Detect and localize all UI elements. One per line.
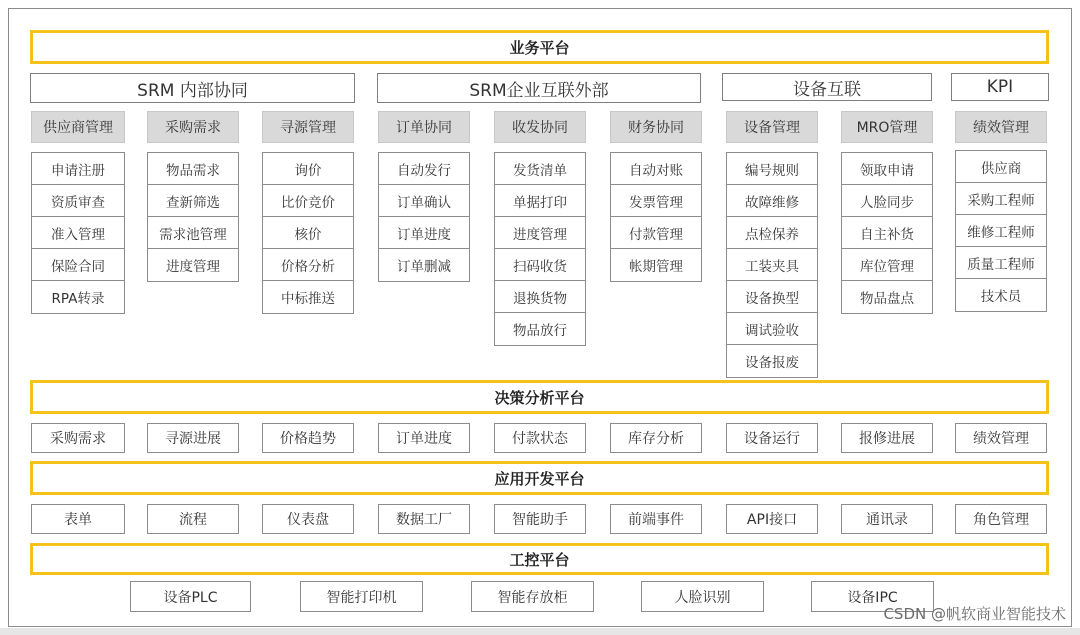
list-item: 核价 — [263, 217, 353, 249]
appdev-item-label: 数据工厂 — [396, 512, 452, 528]
category-shipping-collaboration — [494, 111, 586, 143]
control-item-label: 智能存放柜 — [497, 589, 568, 606]
list-item: 领取申请 — [842, 153, 932, 185]
list-mro-management — [841, 152, 933, 314]
decision-item-label: 绩效管理 — [973, 431, 1029, 447]
category-label: 绩效管理 — [973, 120, 1029, 136]
list-item: 资质审查 — [32, 185, 124, 217]
list-item: 申请注册 — [32, 153, 124, 185]
list-item: 付款管理 — [611, 217, 701, 249]
list-item: 自动发行 — [379, 153, 469, 185]
list-item: 质量工程师 — [956, 247, 1046, 279]
category-label: 供应商管理 — [43, 120, 113, 136]
control-item — [300, 581, 423, 612]
decision-item-label: 采购需求 — [50, 431, 106, 447]
list-item: 询价 — [263, 153, 353, 185]
list-item: 查新筛选 — [148, 185, 238, 217]
category-label: MRO管理 — [856, 120, 918, 136]
business-platform-banner — [30, 30, 1049, 64]
list-item: 准入管理 — [32, 217, 124, 249]
appdev-item — [378, 504, 470, 534]
list-item: 比价竞价 — [263, 185, 353, 217]
appdev-item — [262, 504, 354, 534]
section-device-label: 设备互联 — [793, 79, 861, 100]
control-item-label: 设备PLC — [163, 589, 218, 606]
list-item: 技术员 — [980, 289, 1022, 305]
category-label: 财务协同 — [628, 120, 684, 136]
decision-item-label: 库存分析 — [628, 431, 684, 447]
section-kpi-label: KPI — [986, 77, 1014, 97]
business-platform-label: 业务平台 — [509, 38, 570, 57]
section-srm-external-label: SRM企业互联外部 — [469, 80, 609, 101]
list-device-management — [726, 152, 818, 378]
list-item: 设备换型 — [727, 281, 817, 313]
category-label: 收发协同 — [512, 120, 568, 136]
list-finance-collaboration — [610, 152, 702, 282]
list-item: 进度管理 — [166, 259, 220, 275]
list-item: 物品盘点 — [860, 291, 914, 307]
category-label: 采购需求 — [165, 120, 221, 136]
list-shipping-collaboration — [494, 152, 586, 346]
category-device-management — [726, 111, 818, 143]
decision-item — [147, 423, 239, 453]
category-label: 设备管理 — [744, 120, 800, 136]
decision-platform-label: 决策分析平台 — [494, 388, 585, 407]
list-item: 调试验收 — [727, 313, 817, 345]
control-item — [130, 581, 251, 612]
list-item: 设备报废 — [745, 355, 799, 371]
list-item: 故障维修 — [727, 185, 817, 217]
list-item: 工装夹具 — [727, 249, 817, 281]
appdev-platform-banner — [30, 461, 1049, 495]
decision-item-label: 价格趋势 — [280, 431, 336, 447]
list-order-collaboration — [378, 152, 470, 282]
decision-platform-banner — [30, 380, 1049, 414]
appdev-item-label: 仪表盘 — [287, 512, 329, 528]
list-sourcing-management — [262, 152, 354, 314]
decision-item-label: 付款状态 — [512, 431, 568, 447]
control-item-label: 设备IPC — [847, 589, 898, 606]
list-item: 单据打印 — [495, 185, 585, 217]
decision-item — [726, 423, 818, 453]
list-item: 点检保养 — [727, 217, 817, 249]
appdev-item-label: 通讯录 — [866, 512, 908, 528]
appdev-item — [494, 504, 586, 534]
appdev-platform-label: 应用开发平台 — [494, 469, 585, 488]
decision-item — [31, 423, 125, 453]
list-item: 物品放行 — [513, 323, 567, 339]
decision-item-label: 设备运行 — [744, 431, 800, 447]
list-performance-management — [955, 150, 1047, 312]
list-item: 中标推送 — [281, 291, 335, 307]
list-item: 发货清单 — [495, 153, 585, 185]
appdev-item-label: 流程 — [179, 512, 207, 528]
appdev-item — [31, 504, 125, 534]
control-item-label: 人脸识别 — [674, 589, 731, 606]
appdev-item-label: 角色管理 — [973, 512, 1029, 528]
list-item: 发票管理 — [611, 185, 701, 217]
list-item: 价格分析 — [263, 249, 353, 281]
appdev-item — [147, 504, 239, 534]
category-order-collaboration — [378, 111, 470, 143]
decision-item — [841, 423, 933, 453]
list-item: 扫码收货 — [495, 249, 585, 281]
appdev-item-label: 表单 — [64, 512, 92, 528]
list-item: 自主补货 — [842, 217, 932, 249]
list-item: 库位管理 — [842, 249, 932, 281]
category-performance-management — [955, 111, 1047, 143]
category-finance-collaboration — [610, 111, 702, 143]
list-item: 自动对账 — [611, 153, 701, 185]
appdev-item — [841, 504, 933, 534]
list-item: 退换货物 — [495, 281, 585, 313]
decision-item — [955, 423, 1047, 453]
list-item: 订单删减 — [397, 259, 451, 275]
category-label: 寻源管理 — [280, 120, 336, 136]
list-item: 订单进度 — [379, 217, 469, 249]
section-kpi — [951, 73, 1049, 101]
list-supplier-management — [31, 152, 125, 314]
list-item: RPA转录 — [51, 291, 105, 307]
appdev-item-label: 前端事件 — [628, 512, 684, 528]
list-item: 供应商 — [956, 151, 1046, 183]
category-mro-management — [841, 111, 933, 143]
appdev-item-label: API接口 — [746, 512, 798, 528]
control-platform-banner — [30, 543, 1049, 575]
appdev-item-label: 智能助手 — [512, 512, 568, 528]
watermark: CSDN @帆软商业智能技术 — [883, 605, 1066, 623]
list-item: 维修工程师 — [956, 215, 1046, 247]
category-supplier-management — [31, 111, 125, 143]
category-label: 订单协同 — [396, 120, 452, 136]
appdev-item — [726, 504, 818, 534]
decision-item — [378, 423, 470, 453]
category-sourcing-management — [262, 111, 354, 143]
list-item: 订单确认 — [379, 185, 469, 217]
appdev-item — [955, 504, 1047, 534]
list-item: 物品需求 — [148, 153, 238, 185]
section-srm-internal — [30, 73, 355, 103]
bottom-scrollbar — [0, 628, 1080, 635]
control-item — [471, 581, 594, 612]
decision-item — [262, 423, 354, 453]
control-item-label: 智能打印机 — [326, 589, 397, 606]
control-platform-label: 工控平台 — [509, 550, 570, 569]
section-srm-internal-label: SRM 内部协同 — [137, 80, 248, 101]
list-item: 需求池管理 — [148, 217, 238, 249]
section-device — [722, 73, 932, 101]
decision-item-label: 寻源进展 — [165, 431, 221, 447]
list-item: 采购工程师 — [956, 183, 1046, 215]
list-purchase-demand — [147, 152, 239, 282]
section-srm-external — [377, 73, 701, 103]
decision-item-label: 报修进展 — [859, 431, 915, 447]
category-purchase-demand — [147, 111, 239, 143]
list-item: 帐期管理 — [629, 259, 683, 275]
list-item: 保险合同 — [32, 249, 124, 281]
list-item: 进度管理 — [495, 217, 585, 249]
decision-item-label: 订单进度 — [396, 431, 452, 447]
appdev-item — [610, 504, 702, 534]
decision-item — [494, 423, 586, 453]
decision-item — [610, 423, 702, 453]
control-item — [641, 581, 764, 612]
list-item: 人脸同步 — [842, 185, 932, 217]
list-item: 编号规则 — [727, 153, 817, 185]
